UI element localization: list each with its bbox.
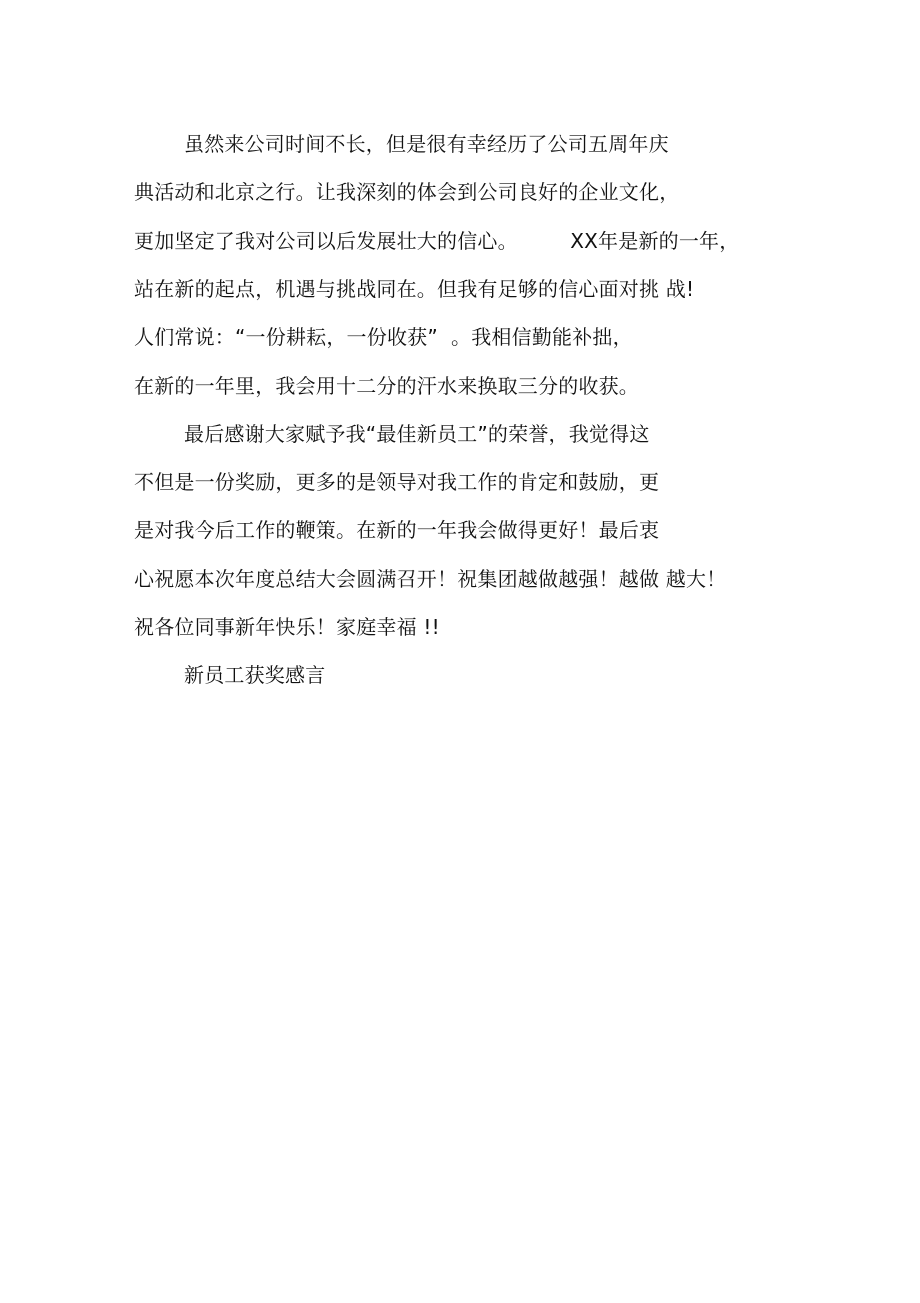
paragraph-2-line-1: 最后感谢大家赋予我“最佳新员工”的荣誉，我觉得这 (184, 422, 650, 446)
paragraph-1-line-1: 虽然来公司时间不长，但是很有幸经历了公司五周年庆 (184, 132, 669, 156)
paragraph-1-line-2: 典活动和北京之行。让我深刻的体会到公司良好的企业文化， (134, 180, 680, 204)
paragraph-1-line-6: 在新的一年里，我会用十二分的汗水来换取三分的收获。 (134, 374, 639, 398)
paragraph-2-line-2: 不但是一份奖励，更多的是领导对我工作的肯定和鼓励，更 (134, 470, 660, 494)
paragraph-2-line-5: 祝各位同事新年快乐！家庭幸福 !! (134, 615, 440, 639)
paragraph-1-line-5: 人们常说：“一份耕耘，一份收获” 。我相信勤能补拙， (134, 325, 633, 349)
document-title-footer: 新员工获奖感言 (184, 663, 326, 687)
paragraph-1-line-4: 站在新的起点，机遇与挑战同在。但我有足够的信心面对挑 战! (134, 277, 695, 301)
paragraph-1-line-3: 更加坚定了我对公司以后发展壮大的信心。 XX年是新的一年， (134, 229, 740, 253)
paragraph-2-line-3: 是对我今后工作的鞭策。在新的一年我会做得更好！最后衷 (134, 518, 660, 542)
paragraph-2-line-4: 心祝愿本次年度总结大会圆满召开！祝集团越做越强！越做 越大！ (134, 567, 727, 591)
